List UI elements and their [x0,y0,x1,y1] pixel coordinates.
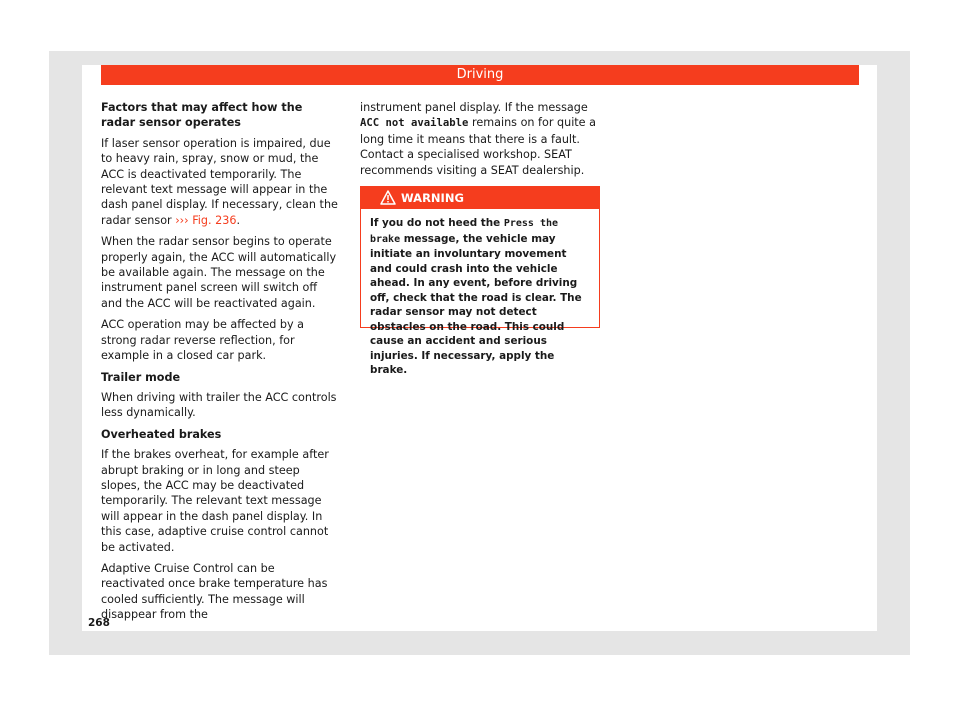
link-text: Fig. 236 [192,213,237,227]
middle-column [360,100,602,184]
page-number: 268 [88,617,110,629]
paragraph-overheat: If the brakes overheat, for example after abrupt braking or in long and steep slopes, the ACC may be deactivated temporarily. The relevant text message will appear in the dash panel display. In this case, adaptive cruise control cannot be activated. [101,448,329,554]
heading-overheated-brakes: Overheated brakes [101,427,222,441]
warning-label: WARNING [401,191,464,205]
warning-header [361,187,599,209]
section-title: Driving [456,67,504,82]
fig-link[interactable] [175,214,236,227]
warning-message-code: Press the brake [370,218,559,245]
warning-text-end: message, the vehicle may initiate an involuntary movement and could crash into the vehicle ahead. In any event, before driving off, check that the road is clear. The radar sensor may not detect obstacles on the road. This could cause an accident and serious injuries. If necessary, apply the brake. [370,232,582,376]
paragraph-laser-impaired [101,136,338,228]
section-header [101,65,859,85]
warning-text [361,209,599,378]
warning-triangle-icon [380,190,396,205]
paragraph-acc-not-available [360,100,602,178]
paragraph-text-end: remains on for quite a long time it means that there is a fault. Contact a specialised workshop. SEAT recommends visiting a SEAT dealership. [360,116,596,177]
link-arrow: ››› [175,213,189,227]
paragraph-text: If laser sensor operation is impaired, due to heavy rain, spray, snow or mud, the ACC is deactivated temporarily. The relevant text message will appear in the dash panel display. If necessary, clean the radar sensor [101,136,338,227]
paragraph-text: instrument panel display. If the message [360,101,588,114]
left-column [101,100,338,629]
warning-text-start: If you do not heed the [370,217,504,229]
paragraph-reverse-reflection: ACC operation may be affected by a strong radar reverse reflection, for example in a closed car park. [101,318,305,363]
paragraph-reactivate: Adaptive Cruise Control can be reactivated once brake temperature has cooled sufficiently. The message will disappear from the [101,561,328,622]
warning-box [360,186,600,376]
paragraph-sensor-operates: When the radar sensor begins to operate properly again, the ACC will automatically be available again. The message on the instrument panel screen will switch off and the ACC will be reactivated again. [101,235,337,310]
heading-trailer-mode: Trailer mode [101,370,181,384]
paragraph-trailer: When driving with trailer the ACC controls less dynamically. [101,390,337,420]
message-code: ACC not available [360,117,469,130]
paragraph-end: . [236,213,241,227]
heading-radar-factors: Factors that may affect how the radar sensor operates [101,101,303,130]
